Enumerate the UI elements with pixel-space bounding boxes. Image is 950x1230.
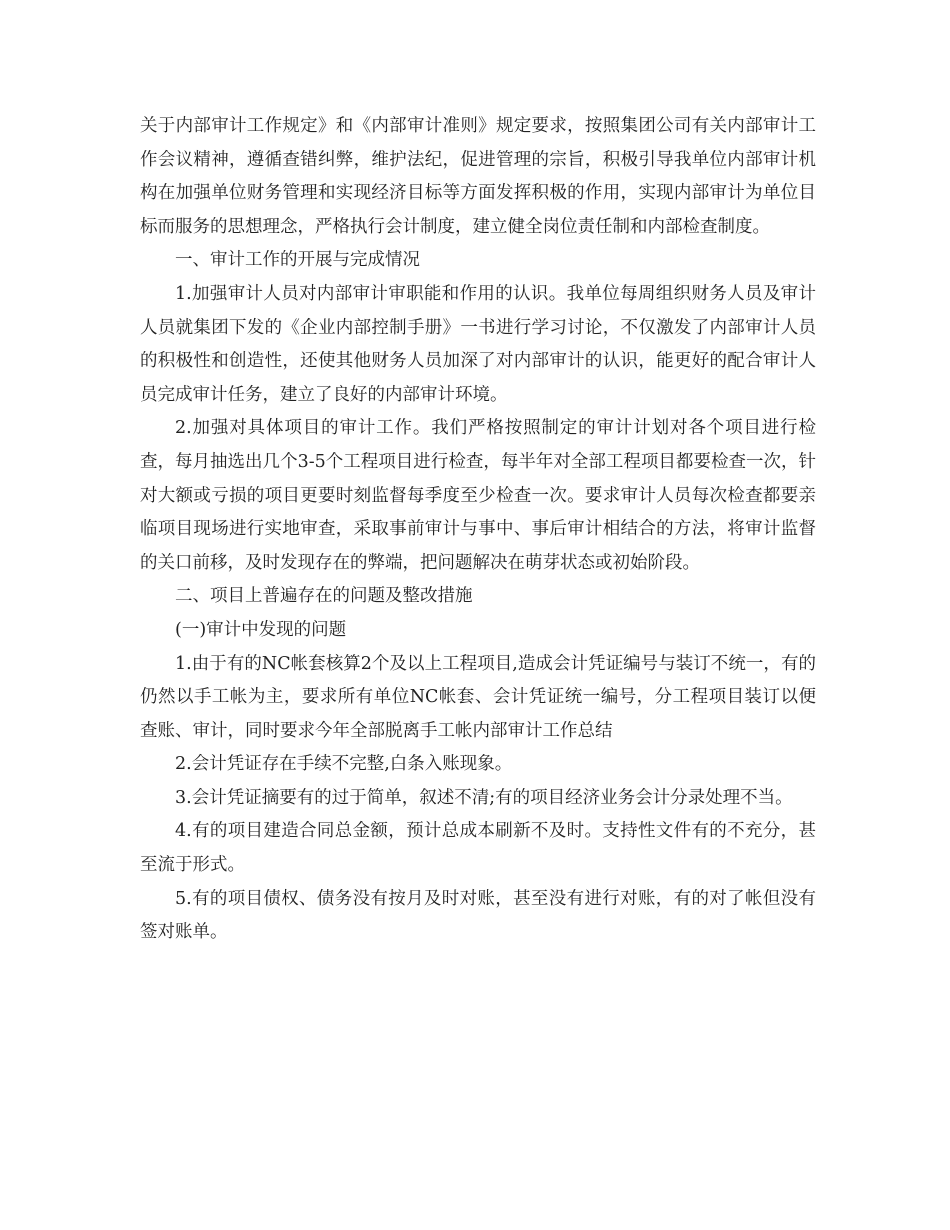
paragraph-item-1: 1.加强审计人员对内部审计审职能和作用的认识。我单位每周组织财务人员及审计人员就集团下发的《企业内部控制手册》一书进行学习讨论，不仅激发了内部审计人员的积极性和创造性，还使其他财务人员加深了对内部审计的认识，能更好的配合审计人员完成审计任务，建立了良好的内部审计环境。 [140,283,816,405]
issue-item-1: 1.由于有的NC帐套核算2个及以上工程项目,造成会计凭证编号与装订不统一，有的仍然以手工帐为主，要求所有单位NC帐套、会计凭证统一编号，分工程项目装订以便查账、审计，同时要求今年全部脱离手工帐内部审计工作总结 [140,653,816,741]
issue-item-2: 2.会计凭证存在手续不完整,白条入账现象。 [175,754,513,775]
subsection-heading-issues: (一)审计中发现的问题 [175,619,347,640]
section-heading-1: 一、审计工作的开展与完成情况 [175,250,420,271]
document-body [140,110,816,950]
section-heading-2: 二、项目上普遍存在的问题及整改措施 [175,586,473,607]
issue-item-5: 5.有的项目债权、债务没有按月及时对账，甚至没有进行对账，有的对了帐但没有签对账单。 [140,888,816,943]
issue-item-4: 4.有的项目建造合同总金额，预计总成本刷新不及时。支持性文件有的不充分，甚至流于形式。 [140,821,816,876]
paragraph-item-2: 2.加强对具体项目的审计工作。我们严格按照制定的审计计划对各个项目进行检查，每月抽选出几个3-5个工程项目进行检查，每半年对全部工程项目都要检查一次，针对大额或亏损的项目更要时刻监督每季度至少检查一次。要求审计人员每次检查都要亲临项目现场进行实地审查，采取事前审计与事中、事后审计相结合的方法，将审计监督的关口前移，及时发现存在的弊端，把问题解决在萌芽状态或初始阶段。 [140,418,816,573]
issue-item-3: 3.会计凭证摘要有的过于简单，叙述不清;有的项目经济业务会计分录处理不当。 [175,787,793,808]
paragraph-intro-continuation: 关于内部审计工作规定》和《内部审计准则》规定要求，按照集团公司有关内部审计工作会议精神，遵循查错纠弊，维护法纪，促进管理的宗旨，积极引导我单位内部审计机构在加强单位财务管理和实现经济目标等方面发挥积极的作用，实现内部审计为单位目标而服务的思想理念，严格执行会计制度，建立健全岗位责任制和内部检查制度。 [140,116,816,237]
